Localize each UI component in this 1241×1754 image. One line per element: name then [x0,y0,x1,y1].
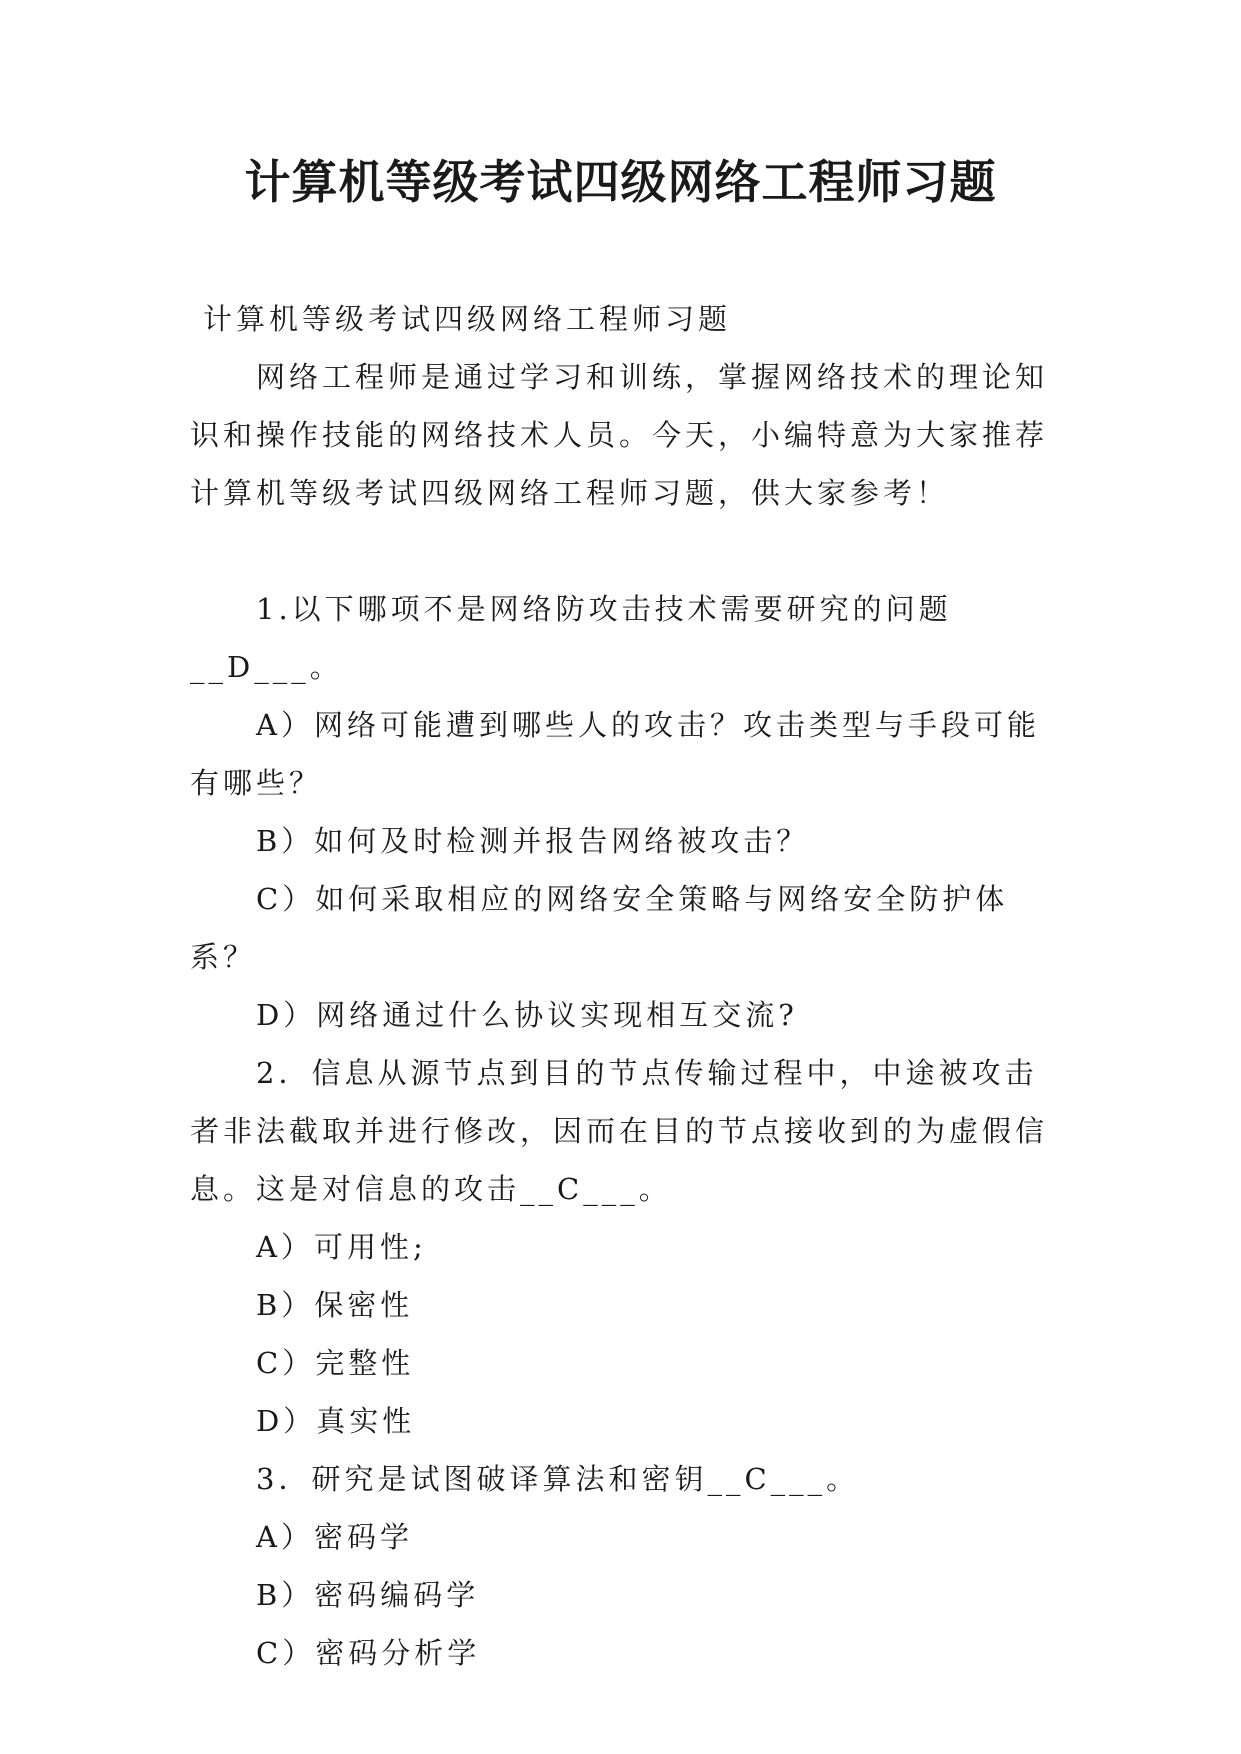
question-option: A）密码学 [256,1520,413,1554]
question-option: A）可用性; [256,1230,427,1264]
document-title: 计算机等级考试四级网络工程师习题 [244,155,997,209]
question-option: A）网络可能遭到哪些人的攻击？攻击类型与手段可能有哪些？ [190,708,1040,800]
intro-paragraph: 网络工程师是通过学习和训练，掌握网络技术的理论知识和操作技能的网络技术人员。今天，小编特意为大家推荐计算机等级考试四级网络工程师习题，供大家参考！ [190,360,1049,510]
document-subtitle: 计算机等级考试四级网络工程师习题 [203,302,732,336]
question-option: B）如何及时检测并报告网络被攻击？ [256,824,810,858]
question-stem: 3．研究是试图破译算法和密钥__C___。 [256,1462,860,1496]
document-body [190,290,1060,1682]
question-stem: 2．信息从源节点到目的节点传输过程中，中途被攻击者非法截取并进行修改，因而在目的节点接收到的为虚假信息。这是对信息的攻击__C___。 [190,1056,1049,1206]
question-stem: 1.以下哪项不是网络防攻击技术需要研究的问题__D___。 [190,592,952,684]
question-option: B）保密性 [256,1288,414,1322]
paragraph-gap [190,522,1060,580]
question-option: D）真实性 [256,1404,416,1438]
question-option: C）密码分析学 [256,1636,481,1670]
question-option: B）密码编码学 [256,1578,480,1612]
question-option: C）如何采取相应的网络安全策略与网络安全防护体系？ [190,882,1009,974]
question-option: D）网络通过什么协议实现相互交流? [256,998,798,1032]
question-option: C）完整性 [256,1346,415,1380]
